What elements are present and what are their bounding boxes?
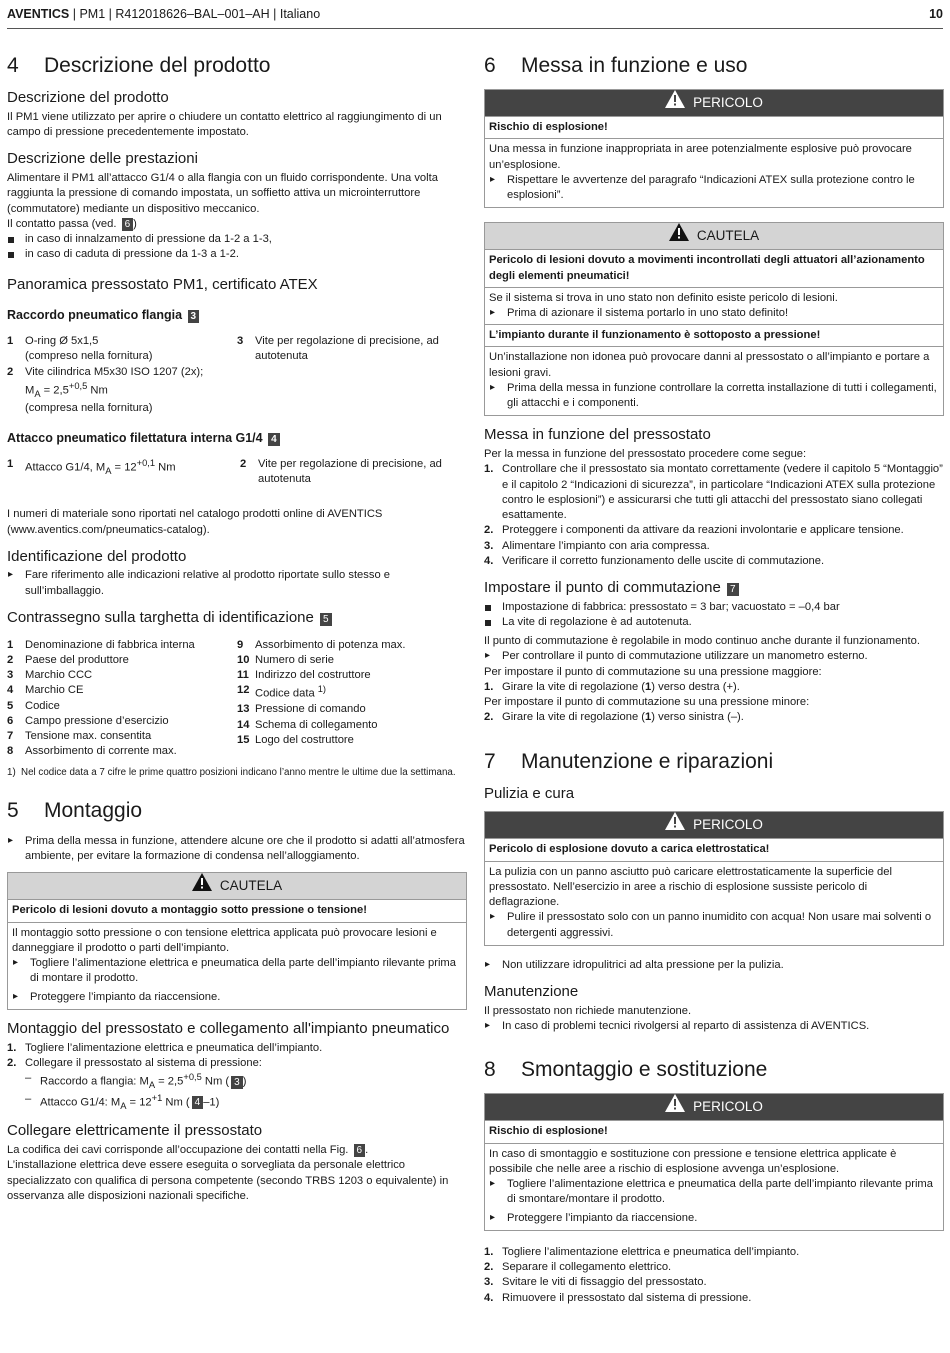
footnote: 1) Nel codice data a 7 cifre le prime quattro posizioni indicano l’anno mentre le ultime due la settimana. (7, 766, 456, 778)
dash-list (7, 1071, 467, 1112)
paragraph: Per impostare il punto di commutazione su una pressione minore: (484, 696, 810, 709)
warning-pericolo (484, 1093, 944, 1230)
section-7-title: 7 Manutenzione e riparazioni (484, 749, 774, 773)
legend-item: 3 Marchio CCC (7, 669, 93, 682)
list-item: 3. Svitare le viti di fissaggio del pressostato. (484, 1276, 707, 1289)
list-item: ▸ In caso di problemi tecnici rivolgersi al reparto di assistenza di AVENTICS. (484, 1019, 944, 1034)
list-item: in caso di innalzamento di pressione da 1-2 a 1-3, (7, 232, 467, 247)
legend-item: 13 Pressione di comando (237, 703, 366, 716)
paragraph: Un’installazione non idonea può provocare danni al pressostato o all’impianto e portare a lesioni gravi. (489, 351, 930, 379)
legend-item: 2 Vite per regolazione di precisione, ad autotenuta (240, 457, 442, 486)
heading-attacco: Attacco pneumatico filettatura interna G1/4 4 (7, 430, 467, 447)
heading-montaggio-collegamento: Montaggio del pressostato e collegamento all'impianto pneumatico (7, 1019, 450, 1037)
list-item: ▸ Togliere l’alimentazione elettrica e pneumatica della parte dell’impianto rilevante prima di montare il prodotto. (12, 956, 462, 986)
legend-item: 1 Attacco G1/4, $M_A = 12^{+0,1}$ Nm (7, 457, 176, 476)
list-item: 1. Togliere l’alimentazione elettrica e pneumatica dell’impianto. (484, 1245, 800, 1258)
legend-item: 1 O-ring Ø 5x1,5 (compreso nella fornitura) (7, 335, 153, 363)
figure-ref: 7 (727, 583, 739, 596)
list-item: 4. Rimuovere il pressostato dal sistema di pressione. (484, 1291, 752, 1304)
warning-triangle-icon (669, 223, 689, 250)
legend-attacco (7, 457, 467, 487)
list-item: ▸ Proteggere l’impianto da riaccensione. (489, 1211, 939, 1226)
brand: AVENTICS (7, 7, 70, 21)
paragraph: Il PM1 viene utilizzato per aprire o chiudere un contatto elettrico al raggiungimento di un campo di pressione precedentemente impostato. (7, 110, 442, 139)
list-item: – Attacco G1/4: $M_A = 12^{+1}$ Nm ( 4 –1) (25, 1092, 467, 1113)
step-list (7, 1041, 467, 1071)
warning-header: PERICOLO (485, 90, 943, 117)
list-item: 4. Verificare il corretto funzionamento delle uscite di commutazione. (484, 554, 825, 567)
paragraph: Il montaggio sotto pressione o con tensione elettrica applicata può provocare lesioni e danneggiare il prodotto o parti dell’impianto. (12, 926, 437, 954)
paragraph: Se il sistema si trova in uno stato non definito esiste pericolo di lesioni. (489, 291, 838, 304)
legend-item: 12 Codice data $^{1)}$ (237, 684, 327, 701)
legend-item: 1 Denominazione di fabbrica interna (7, 638, 195, 651)
step-list (484, 462, 944, 569)
doc-id: | PM1 | R412018626–BAL–001–AH | Italiano (69, 7, 321, 21)
list-item: 1. Controllare che il pressostato sia montato correttamente (vedere il capitolo 5 “Montaggio” e il capitolo 2 “Indicazioni di sicurezza”, in particolare “Indicazioni ATEX sulla protezione contro le esplosioni”) e assicurarsi che tutti gli attacchi del pressostato siano collegati esattamente. (484, 463, 943, 522)
section-6-title: 6 Messa in funzione e uso (484, 54, 748, 77)
list-item: 2. Separare il collegamento elettrico. (484, 1261, 672, 1274)
figure-ref: 4 (268, 433, 280, 446)
warning-header: PERICOLO (485, 1094, 943, 1121)
warning-title: Pericolo di lesioni dovuto a montaggio sotto pressione o tensione! (12, 904, 367, 917)
heading-identificazione: Identificazione del prodotto (7, 547, 187, 565)
list-item: ▸ Proteggere l’impianto da riaccensione. (12, 990, 462, 1005)
heading-messa-in-funzione: Messa in funzione del pressostato (484, 426, 711, 444)
list-item: La vite di regolazione è ad autotenuta. (484, 615, 944, 630)
list-item: ▸ Pulire il pressostato solo con un panno inumidito con acqua! Non usare mai solventi o detergenti aggressivi. (489, 910, 939, 940)
heading-elettrico: Collegare elettricamente il pressostato (7, 1122, 263, 1140)
paragraph: La codifica dei cavi corrisponde all’occupazione dei contatti nella Fig. 6 . (7, 1144, 369, 1157)
heading-descrizione: Descrizione del prodotto (7, 89, 169, 107)
heading-targhetta: Contrassegno sulla targhetta di identificazione 5 (7, 609, 467, 628)
warning-title: Rischio di esplosione! (489, 121, 608, 134)
legend-item: 2 Vite cilindrica M5x30 ISO 1207 (2x); $M_A = 2,5^{+0,5}$ Nm (compresa nella fornitura) (7, 365, 204, 414)
section-8-title: 8 Smontaggio e sostituzione (484, 1058, 768, 1082)
warning-title: Pericolo di esplosione dovuto a carica elettrostatica! (489, 843, 770, 856)
list-item: ▸ Prima della messa in funzione, attendere alcune ore che il prodotto si adatti all’atmosfera ambiente, per evitare la formazione di condensa nell’alloggiamento. (7, 834, 467, 864)
bullet-list (7, 232, 467, 262)
warning-title: Rischio di esplosione! (489, 1125, 608, 1138)
right-column (484, 30, 944, 1306)
warning-pericolo (484, 89, 944, 208)
list-item: ▸ Non utilizzare idropulitrici ad alta pressione per la pulizia. (484, 958, 944, 973)
paragraph: Per la messa in funzione del pressostato procedere come segue: (484, 448, 807, 461)
legend-item: 8 Assorbimento di corrente max. (7, 745, 177, 758)
legend-flangia (7, 334, 467, 416)
paragraph: Il punto di commutazione è regolabile in modo continuo anche durante il funzionamento. (484, 635, 920, 648)
figure-ref: 6 (354, 1144, 366, 1157)
legend-item: 4 Marchio CE (7, 684, 84, 697)
paragraph: Una messa in funzione inappropriata in aree potenzialmente esplosive può provocare un’esplosione. (489, 143, 912, 171)
figure-ref: 6 (122, 218, 134, 231)
warning-header: CAUTELA (485, 223, 943, 250)
left-column (7, 30, 467, 1204)
list-item: – Raccordo a flangia: $M_A = 2,5^{+0,5}$ Nm ( 3 ) (25, 1071, 467, 1092)
list-item: 2. Proteggere i componenti da attivare da reazioni involontarie e applicare tensione. (484, 524, 904, 537)
heading-pulizia: Pulizia e cura (484, 784, 575, 802)
warning-title: L’impianto durante il funzionamento è sottoposto a pressione! (489, 329, 821, 342)
list-item: 2. Girare la vite di regolazione (1) verso sinistra (–). (484, 711, 744, 724)
list-item: Impostazione di fabbrica: pressostato = 3 bar; vacuostato = –0,4 bar (484, 600, 944, 615)
page-number: 10 (929, 7, 943, 21)
list-item: ▸ Prima della messa in funzione controllare la corretta installazione di tutti i collegamenti, gli attacchi e i componenti. (489, 381, 939, 411)
warning-title: Pericolo di lesioni dovuto a movimenti incontrollati degli attuatori all’azionamento degli elementi pneumatici! (489, 254, 925, 282)
warning-pericolo (484, 811, 944, 945)
paragraph: Per impostare il punto di commutazione su una pressione maggiore: (484, 665, 822, 678)
paragraph: La pulizia con un panno asciutto può caricare elettrostaticamente la superficie del pressostato. Nell’esercizio in aree a rischio di esplosione sussiste pericolo di deflagrazione. (489, 865, 892, 909)
figure-ref: 4 (192, 1096, 204, 1109)
page-header (7, 6, 943, 29)
warning-triangle-icon (192, 873, 212, 900)
warning-cautela (484, 222, 944, 416)
warning-header: PERICOLO (485, 812, 943, 839)
legend-item: 3 Vite per regolazione di precisione, ad autotenuta (237, 335, 439, 363)
arrow-list (7, 568, 467, 598)
list-item: 1. Girare la vite di regolazione (1) verso destra (+). (484, 680, 740, 693)
list-item: 1. Togliere l’alimentazione elettrica e pneumatica dell’impianto. (7, 1041, 323, 1054)
arrow-list (7, 834, 467, 864)
step-list (484, 1245, 944, 1306)
legend-item: 7 Tensione max. consentita (7, 730, 152, 743)
list-item: ▸ Per controllare il punto di commutazione utilizzare un manometro esterno. (484, 649, 944, 664)
list-item: 3. Alimentare l’impianto con aria compressa. (484, 539, 710, 552)
paragraph: Alimentare il PM1 all’attacco G1/4 o alla flangia con un fluido corrispondente. Una volta raggiunta la pressione di comando impostata, un soffietto attiva un microinterruttore (commutatore) mediante un dispositivo meccanico. (7, 172, 438, 215)
warning-cautela (7, 872, 467, 1009)
list-item: ▸ Rispettare le avvertenze del paragrafo “Indicazioni ATEX sulla protezione contro le esplosioni”. (489, 173, 939, 203)
legend-item: 2 Paese del produttore (7, 653, 129, 666)
list-item: ▸ Fare riferimento alle indicazioni relative al prodotto riportate sullo stesso e sull’imballaggio. (7, 568, 467, 598)
legend-item: 11 Indirizzo del costruttore (237, 669, 371, 682)
list-item: 2. Collegare il pressostato al sistema di pressione: (7, 1056, 262, 1069)
heading-manutenzione: Manutenzione (484, 983, 579, 1001)
figure-ref: 3 (231, 1076, 243, 1089)
section-4-title: 4 Descrizione del prodotto (7, 54, 271, 77)
warning-triangle-icon (665, 812, 685, 839)
legend-item: 5 Codice (7, 699, 60, 712)
legend-item: 6 Campo pressione d’esercizio (7, 714, 169, 727)
figure-ref: 5 (320, 613, 332, 626)
legend-item: 14 Schema di collegamento (237, 718, 378, 731)
paragraph: In caso di smontaggio e sostituzione con pressione e tensione elettrica applicate è possibile che nelle aree a rischio di esplosione avvenga un’esplosione. (489, 1147, 897, 1175)
paragraph: Il pressostato non richiede manutenzione. (484, 1004, 692, 1017)
paragraph: I numeri di materiale sono riportati nel catalogo prodotti online di AVENTICS (www.aventics.com/pneumatics-catalog). (7, 508, 383, 536)
heading-prestazioni: Descrizione delle prestazioni (7, 150, 198, 168)
warning-header: CAUTELA (8, 873, 466, 900)
section-5-title: 5 Montaggio (7, 798, 143, 822)
legend-item: 15 Logo del costruttore (237, 733, 354, 746)
list-item: ▸ Prima di azionare il sistema portarlo in uno stato definito! (489, 306, 939, 321)
warning-triangle-icon (665, 1094, 685, 1121)
heading-punto-commutazione: Impostare il punto di commutazione 7 (484, 579, 944, 598)
warning-triangle-icon (665, 90, 685, 117)
legend-targhetta (7, 638, 467, 760)
legend-item: 9 Assorbimento di potenza max. (237, 638, 406, 651)
bullet-list (484, 600, 944, 630)
paragraph: L’installazione elettrica deve essere eseguita o sorvegliata da personale elettrico specializzato con qualifica di persona competente (secondo TRBS 1203 o equivalente) in osservanza alle disposizioni nazionali specifiche. (7, 1159, 449, 1202)
heading-flangia: Raccordo pneumatico flangia 3 (7, 307, 467, 324)
list-item: in caso di caduta di pressione da 1-3 a 1-2. (7, 247, 467, 262)
paragraph: Il contatto passa (ved. 6 ) (7, 217, 137, 230)
figure-ref: 3 (188, 310, 200, 323)
list-item: ▸ Togliere l’alimentazione elettrica e pneumatica della parte dell’impianto rilevante prima di smontare/montare il prodotto. (489, 1177, 939, 1207)
legend-item: 10 Numero di serie (237, 653, 334, 666)
heading-panoramica: Panoramica pressostato PM1, certificato ATEX (7, 276, 318, 294)
